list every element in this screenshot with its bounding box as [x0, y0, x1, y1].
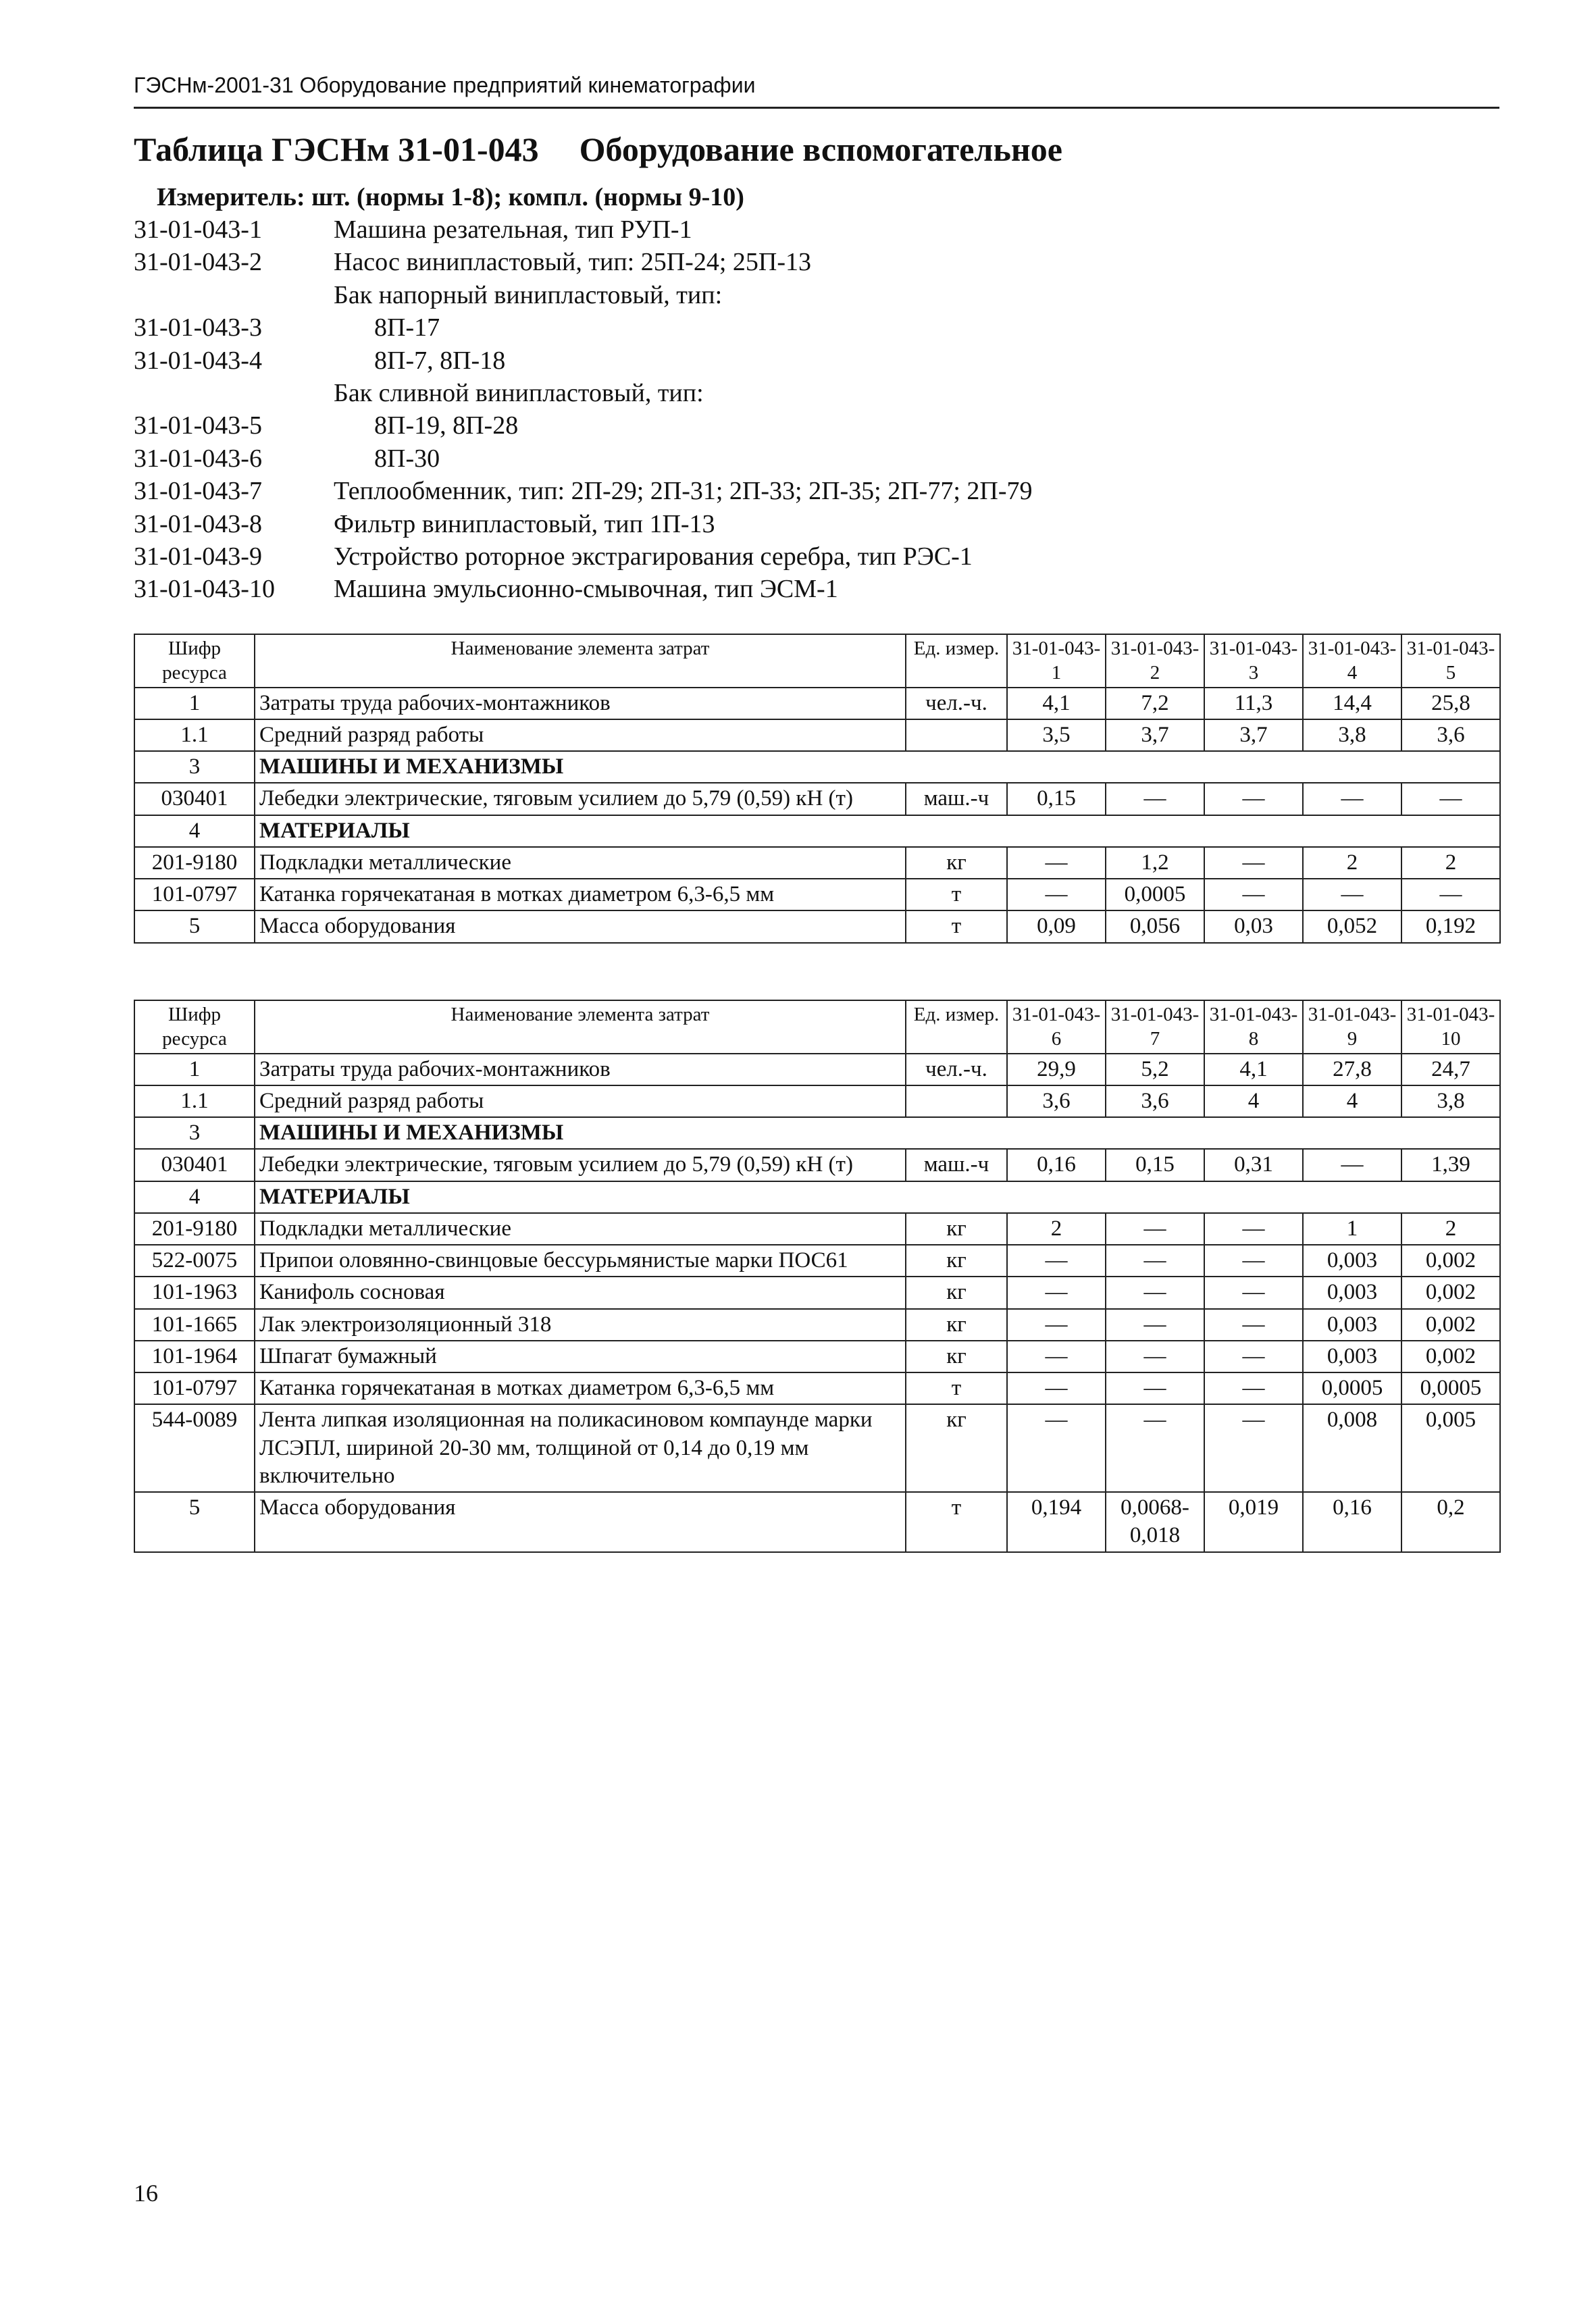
- unit-cell: кг: [906, 847, 1007, 879]
- value-cell: —: [1106, 1309, 1204, 1341]
- value-cell: 3,6: [1007, 1085, 1106, 1117]
- unit-cell: т: [906, 1492, 1007, 1552]
- resource-code: 101-1964: [134, 1341, 255, 1372]
- value-cell: 2: [1401, 847, 1500, 879]
- value-cell: 0,2: [1401, 1492, 1500, 1552]
- norm-description: 8П-17: [374, 313, 440, 342]
- value-cell: —: [1007, 1404, 1106, 1492]
- value-cell: —: [1204, 1309, 1303, 1341]
- norm-header: 31-01-043-4: [1303, 634, 1401, 688]
- table-header-row: [134, 634, 1500, 688]
- value-cell: —: [1007, 847, 1106, 879]
- resource-code: 101-1963: [134, 1277, 255, 1308]
- table-row: [134, 688, 1500, 719]
- resource-code: 4: [134, 815, 255, 847]
- cost-element-name: Масса оборудования: [255, 910, 906, 942]
- norm-code: 31-01-043-5: [134, 411, 262, 440]
- norm-header: 31-01-043-6: [1007, 1000, 1106, 1054]
- table-row: [134, 1309, 1500, 1341]
- norm-header: 31-01-043-9: [1303, 1000, 1401, 1054]
- table-title-name: Оборудование вспомогательное: [579, 130, 1062, 168]
- table-title-code: Таблица ГЭСНм 31-01-043: [134, 130, 539, 168]
- unit-cell: кг: [906, 1277, 1007, 1308]
- header-rule: [134, 107, 1499, 109]
- norm-code: 31-01-043-4: [134, 346, 262, 375]
- value-cell: —: [1106, 1341, 1204, 1372]
- value-cell: 0,03: [1204, 910, 1303, 942]
- value-cell: 0,003: [1303, 1277, 1401, 1308]
- value-cell: —: [1401, 879, 1500, 910]
- resource-code: 1: [134, 688, 255, 719]
- value-cell: —: [1303, 783, 1401, 815]
- norm-header: 31-01-043-1: [1007, 634, 1106, 688]
- section-title: МАШИНЫ И МЕХАНИЗМЫ: [255, 751, 1500, 783]
- value-cell: 0,15: [1106, 1149, 1204, 1181]
- value-cell: 0,15: [1007, 783, 1106, 815]
- value-cell: 4,1: [1204, 1054, 1303, 1085]
- value-cell: —: [1106, 1372, 1204, 1404]
- resource-code: 101-0797: [134, 879, 255, 910]
- value-cell: —: [1204, 879, 1303, 910]
- norm-description: 8П-7, 8П-18: [374, 346, 506, 375]
- value-cell: 0,0005: [1303, 1372, 1401, 1404]
- table-row: [134, 847, 1500, 879]
- norm-description: Бак сливной винипластовый, тип:: [334, 378, 704, 407]
- norm-header: 31-01-043-5: [1401, 634, 1500, 688]
- cost-element-name: Лак электроизоляционный 318: [255, 1309, 906, 1341]
- value-cell: 1: [1303, 1213, 1401, 1245]
- table-row: [134, 1372, 1500, 1404]
- norm-code: 31-01-043-10: [134, 575, 275, 604]
- cost-element-name: Катанка горячекатаная в мотках диаметром 6,3-6,5 мм: [255, 879, 906, 910]
- cost-element-name: Затраты труда рабочих-монтажников: [255, 1054, 906, 1085]
- norm-header: 31-01-043-7: [1106, 1000, 1204, 1054]
- norm-description: Теплообменник, тип: 2П-29; 2П-31; 2П-33; 2П-35; 2П-77; 2П-79: [334, 477, 1033, 506]
- value-cell: 5,2: [1106, 1054, 1204, 1085]
- resource-code: 1: [134, 1054, 255, 1085]
- page-number: 16: [134, 2180, 158, 2207]
- value-cell: —: [1007, 1372, 1106, 1404]
- value-cell: —: [1007, 1245, 1106, 1277]
- resource-code: 101-0797: [134, 1372, 255, 1404]
- unit-cell: кг: [906, 1404, 1007, 1492]
- value-cell: 0,194: [1007, 1492, 1106, 1552]
- value-cell: —: [1204, 1213, 1303, 1245]
- cost-element-name: Средний разряд работы: [255, 719, 906, 751]
- resource-code: 3: [134, 1117, 255, 1149]
- cost-element-name: Масса оборудования: [255, 1492, 906, 1552]
- code-header: Шифр ресурса: [134, 634, 255, 688]
- measure-unit: Измеритель: шт. (нормы 1-8); компл. (нормы 9-10): [157, 183, 744, 211]
- value-cell: 0,003: [1303, 1245, 1401, 1277]
- unit-cell: маш.-ч: [906, 1149, 1007, 1181]
- value-cell: —: [1106, 1245, 1204, 1277]
- value-cell: 0,192: [1401, 910, 1500, 942]
- value-cell: 0,019: [1204, 1492, 1303, 1552]
- value-cell: 0,002: [1401, 1245, 1500, 1277]
- value-cell: —: [1204, 1245, 1303, 1277]
- value-cell: 0,005: [1401, 1404, 1500, 1492]
- norm-header: 31-01-043-3: [1204, 634, 1303, 688]
- value-cell: 4: [1303, 1085, 1401, 1117]
- cost-table-1: [134, 634, 1501, 944]
- value-cell: 3,6: [1401, 719, 1500, 751]
- value-cell: 11,3: [1204, 688, 1303, 719]
- table-row: [134, 910, 1500, 942]
- table-row: [134, 1341, 1500, 1372]
- value-cell: 0,002: [1401, 1309, 1500, 1341]
- cost-element-name: Канифоль сосновая: [255, 1277, 906, 1308]
- resource-code: 5: [134, 910, 255, 942]
- norm-code: 31-01-043-7: [134, 477, 262, 506]
- table-row: [134, 1492, 1500, 1552]
- norm-header: 31-01-043-8: [1204, 1000, 1303, 1054]
- norm-header: 31-01-043-10: [1401, 1000, 1500, 1054]
- resource-code: 201-9180: [134, 1213, 255, 1245]
- value-cell: 1,39: [1401, 1149, 1500, 1181]
- value-cell: —: [1007, 1277, 1106, 1308]
- resource-code: 101-1665: [134, 1309, 255, 1341]
- table-row: [134, 1149, 1500, 1181]
- norm-description: Устройство роторное экстрагирования серебра, тип РЭС-1: [334, 542, 973, 571]
- table-row: [134, 1213, 1500, 1245]
- value-cell: —: [1303, 1149, 1401, 1181]
- unit-cell: маш.-ч: [906, 783, 1007, 815]
- value-cell: 0,002: [1401, 1277, 1500, 1308]
- value-cell: 0,16: [1007, 1149, 1106, 1181]
- value-cell: 0,002: [1401, 1341, 1500, 1372]
- cost-element-name: Катанка горячекатаная в мотках диаметром 6,3-6,5 мм: [255, 1372, 906, 1404]
- resource-code: 030401: [134, 783, 255, 815]
- value-cell: 3,7: [1106, 719, 1204, 751]
- norm-description: Фильтр винипластовый, тип 1П-13: [334, 509, 715, 538]
- value-cell: 3,8: [1401, 1085, 1500, 1117]
- unit-cell: кг: [906, 1341, 1007, 1372]
- value-cell: 29,9: [1007, 1054, 1106, 1085]
- unit-cell: т: [906, 879, 1007, 910]
- value-cell: —: [1007, 1309, 1106, 1341]
- value-cell: —: [1106, 1213, 1204, 1245]
- value-cell: —: [1106, 1277, 1204, 1308]
- value-cell: 0,0005: [1401, 1372, 1500, 1404]
- value-cell: 2: [1007, 1213, 1106, 1245]
- table-row: [134, 1245, 1500, 1277]
- norm-description: Машина резательная, тип РУП-1: [334, 215, 692, 244]
- cost-element-name: Подкладки металлические: [255, 1213, 906, 1245]
- unit-header: Ед. измер.: [906, 634, 1007, 688]
- resource-code: 201-9180: [134, 847, 255, 879]
- norm-code: 31-01-043-8: [134, 509, 262, 538]
- value-cell: —: [1204, 1404, 1303, 1492]
- value-cell: —: [1204, 1277, 1303, 1308]
- table-row: [134, 719, 1500, 751]
- cost-element-name: Подкладки металлические: [255, 847, 906, 879]
- value-cell: 0,003: [1303, 1309, 1401, 1341]
- cost-table-2: [134, 1000, 1501, 1553]
- value-cell: 0,0005: [1106, 879, 1204, 910]
- value-cell: 3,7: [1204, 719, 1303, 751]
- norm-code: 31-01-043-9: [134, 542, 262, 571]
- value-cell: 4: [1204, 1085, 1303, 1117]
- norm-description: 8П-30: [374, 444, 440, 473]
- section-row: [134, 751, 1500, 783]
- norm-code: 31-01-043-3: [134, 313, 262, 342]
- value-cell: 0,31: [1204, 1149, 1303, 1181]
- value-cell: 0,16: [1303, 1492, 1401, 1552]
- value-cell: 0,008: [1303, 1404, 1401, 1492]
- value-cell: 7,2: [1106, 688, 1204, 719]
- value-cell: —: [1204, 783, 1303, 815]
- value-cell: 3,5: [1007, 719, 1106, 751]
- value-cell: 0,052: [1303, 910, 1401, 942]
- value-cell: 0,0068-0,018: [1106, 1492, 1204, 1552]
- resource-code: 030401: [134, 1149, 255, 1181]
- value-cell: 25,8: [1401, 688, 1500, 719]
- value-cell: 3,8: [1303, 719, 1401, 751]
- value-cell: —: [1106, 783, 1204, 815]
- value-cell: —: [1303, 879, 1401, 910]
- cost-element-name: Средний разряд работы: [255, 1085, 906, 1117]
- value-cell: —: [1204, 1341, 1303, 1372]
- page-header: ГЭСНм-2001-31 Оборудование предприятий кинематографии: [134, 73, 756, 97]
- unit-cell: чел.-ч.: [906, 688, 1007, 719]
- cost-element-name: Лента липкая изоляционная на поликасиновом компаунде марки ЛСЭПЛ, шириной 20-30 мм, толщиной от 0,14 до 0,19 мм включительно: [255, 1404, 906, 1492]
- value-cell: 14,4: [1303, 688, 1401, 719]
- unit-header: Ед. измер.: [906, 1000, 1007, 1054]
- section-title: МАТЕРИАЛЫ: [255, 1181, 1500, 1213]
- resource-code: 1.1: [134, 719, 255, 751]
- norm-header: 31-01-043-2: [1106, 634, 1204, 688]
- name-header: Наименование элемента затрат: [255, 1000, 906, 1054]
- value-cell: 4,1: [1007, 688, 1106, 719]
- unit-cell: т: [906, 910, 1007, 942]
- resource-code: 3: [134, 751, 255, 783]
- table-row: [134, 879, 1500, 910]
- norm-description: 8П-19, 8П-28: [374, 411, 519, 440]
- resource-code: 1.1: [134, 1085, 255, 1117]
- value-cell: 2: [1303, 847, 1401, 879]
- resource-code: 4: [134, 1181, 255, 1213]
- norm-description: Бак напорный винипластовый, тип:: [334, 280, 723, 309]
- norm-code: 31-01-043-1: [134, 215, 262, 244]
- value-cell: —: [1007, 879, 1106, 910]
- unit-cell: [906, 719, 1007, 751]
- value-cell: 3,6: [1106, 1085, 1204, 1117]
- unit-cell: т: [906, 1372, 1007, 1404]
- value-cell: —: [1204, 1372, 1303, 1404]
- resource-code: 544-0089: [134, 1404, 255, 1492]
- table-row: [134, 1054, 1500, 1085]
- table-header-row: [134, 1000, 1500, 1054]
- section-row: [134, 815, 1500, 847]
- table-row: [134, 783, 1500, 815]
- norm-description: Машина эмульсионно-смывочная, тип ЭСМ-1: [334, 575, 838, 604]
- value-cell: 2: [1401, 1213, 1500, 1245]
- cost-element-name: Шпагат бумажный: [255, 1341, 906, 1372]
- code-header: Шифр ресурса: [134, 1000, 255, 1054]
- name-header: Наименование элемента затрат: [255, 634, 906, 688]
- section-row: [134, 1181, 1500, 1213]
- cost-element-name: Припои оловянно-свинцовые бессурьмянистые марки ПОС61: [255, 1245, 906, 1277]
- value-cell: —: [1007, 1341, 1106, 1372]
- norm-code: 31-01-043-2: [134, 248, 262, 277]
- resource-code: 5: [134, 1492, 255, 1552]
- cost-element-name: Затраты труда рабочих-монтажников: [255, 688, 906, 719]
- section-title: МАТЕРИАЛЫ: [255, 815, 1500, 847]
- value-cell: 0,09: [1007, 910, 1106, 942]
- value-cell: 0,003: [1303, 1341, 1401, 1372]
- norm-code: 31-01-043-6: [134, 444, 262, 473]
- value-cell: 24,7: [1401, 1054, 1500, 1085]
- unit-cell: [906, 1085, 1007, 1117]
- table-row: [134, 1277, 1500, 1308]
- value-cell: 1,2: [1106, 847, 1204, 879]
- value-cell: —: [1401, 783, 1500, 815]
- unit-cell: кг: [906, 1213, 1007, 1245]
- norm-description: Насос винипластовый, тип: 25П-24; 25П-13: [334, 248, 811, 277]
- value-cell: —: [1106, 1404, 1204, 1492]
- table-row: [134, 1085, 1500, 1117]
- value-cell: 0,056: [1106, 910, 1204, 942]
- resource-code: 522-0075: [134, 1245, 255, 1277]
- table-row: [134, 1404, 1500, 1492]
- value-cell: 27,8: [1303, 1054, 1401, 1085]
- unit-cell: чел.-ч.: [906, 1054, 1007, 1085]
- cost-element-name: Лебедки электрические, тяговым усилием до 5,79 (0,59) кН (т): [255, 1149, 906, 1181]
- cost-element-name: Лебедки электрические, тяговым усилием до 5,79 (0,59) кН (т): [255, 783, 906, 815]
- section-title: МАШИНЫ И МЕХАНИЗМЫ: [255, 1117, 1500, 1149]
- table-title: [134, 130, 1062, 169]
- value-cell: —: [1204, 847, 1303, 879]
- section-row: [134, 1117, 1500, 1149]
- unit-cell: кг: [906, 1245, 1007, 1277]
- unit-cell: кг: [906, 1309, 1007, 1341]
